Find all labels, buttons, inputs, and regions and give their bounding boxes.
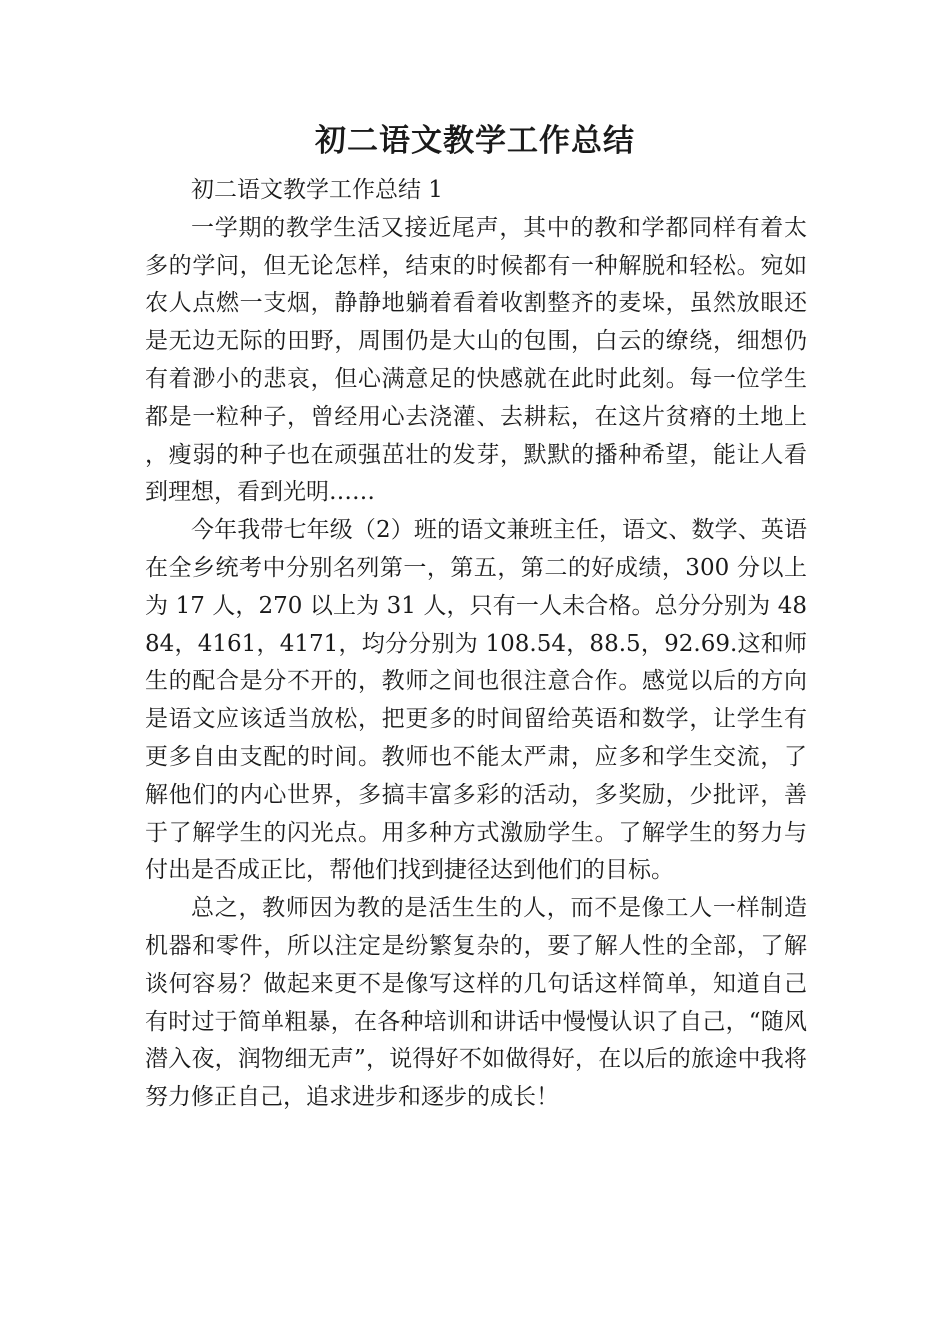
paragraph: 一学期的教学生活又接近尾声，其中的教和学都同样有着太多的学问，但无论怎样，结束的时候都有一种解脱和轻松。宛如农人点燃一支烟，静静地躺着看着收割整齐的麦垛，虽然放眼还是无边无际的田野，周围仍是大山的包围，白云的缭绕，细想仍有着渺小的悲哀，但心满意足的快感就在此时此刻。每一位学生都是一粒种子，曾经用心去浇灌、去耕耘，在这片贫瘠的土地上，瘦弱的种子也在顽强茁壮的发芽，默默的播种希望，能让人看到理想，看到光明…… <box>145 214 807 506</box>
paragraph: 总之，教师因为教的是活生生的人，而不是像工人一样制造机器和零件，所以注定是纷繁复杂的，要了解人性的全部，了解谈何容易？做起来更不是像写这样的几句话这样简单，知道自己有时过于简单粗暴，在各种培训和讲话中慢慢认识了自己，“随风潜入夜，润物细无声”，说得好不如做得好，在以后的旅途中我将努力修正自己，追求进步和逐步的成长！ <box>145 895 807 1111</box>
document-title: 初二语文教学工作总结 <box>315 123 635 159</box>
document-body <box>145 172 807 1117</box>
section-heading: 初二语文教学工作总结 1 <box>191 177 443 203</box>
paragraph: 今年我带七年级（2）班的语文兼班主任，语文、数学、英语在全乡统考中分别名列第一，第五，第二的好成绩，300 分以上为 17 人，270 以上为 31 人，只有一人未合格。总分分别为 4884，4161，4171，均分分别为 108.54，88.5，92.69.这和师生的配合是分不开的，教师之间也很注意合作。感觉以后的方向是语文应该适当放松，把更多的时间留给英语和数学，让学生有更多自由支配的时间。教师也不能太严肃，应多和学生交流，了解他们的内心世界，多搞丰富多彩的活动，多奖励，少批评，善于了解学生的闪光点。用多种方式激励学生。了解学生的努力与付出是否成正比，帮他们找到捷径达到他们的目标。 <box>145 517 807 884</box>
